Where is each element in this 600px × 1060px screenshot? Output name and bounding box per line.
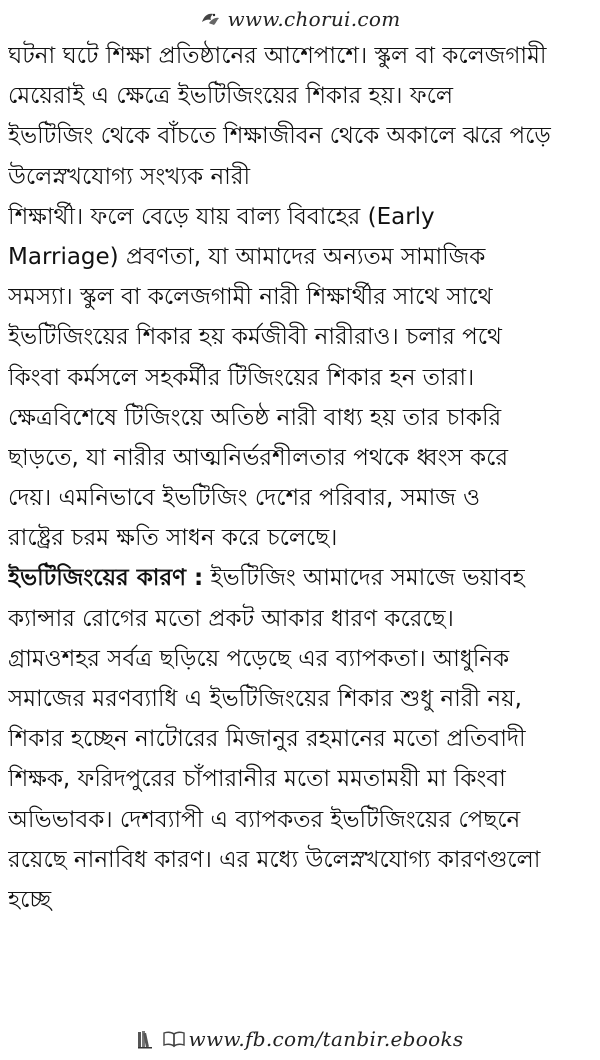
page-header: [0, 4, 600, 34]
text-line: দেয়। এমনিভাবে ইভটিজিং দেশের পরিবার, সমাজ ও: [8, 485, 481, 512]
text-line: সমাজের মরণব্যাধি এ ইভটিজিংয়ের শিকার শুধু নারী নয়,: [8, 686, 522, 712]
text-line: মেয়েরাই এ ক্ষেত্রে ইভটিজিংয়ের শিকার হয়। ফলে: [8, 83, 454, 110]
text-line: ক্ষেত্রবিশেষে টিজিংয়ে অতিষ্ঠ নারী বাধ্য হয় তার চাকরি: [8, 404, 502, 431]
text-line: ইভটিজিং থেকে বাঁচতে শিক্ষাজীবন থেকে অকালে ঝরে পড়ে: [8, 123, 551, 150]
books-icon: [137, 1029, 159, 1049]
facebook-url[interactable]: www.fb.com/tanbir.ebooks: [188, 1027, 464, 1051]
text-line: ইভটিজিংয়ের শিকার হয় কর্মজীবী নারীরাও। চলার পথে: [8, 324, 502, 351]
page-footer: [0, 1022, 600, 1056]
text-line: উলেস্নখযোগ্য সংখ্যক নারী: [8, 163, 251, 190]
section-heading: ইভটিজিংয়ের কারণ :: [8, 565, 204, 592]
heading-line: [8, 558, 592, 598]
text-line: রাষ্ট্রের চরম ক্ষতি সাধন করে চলেছে।: [8, 525, 338, 552]
text-line: অভিভাবক। দেশব্যাপী এ ব্যাপকতর ইভটিজিংয়ের পেছনে: [8, 806, 521, 833]
text-line: হচ্ছে: [8, 886, 52, 913]
text-line: শিক্ষক, ফরিদপুরের চাঁপারানীর মতো মমতাময়ী মা কিংবা: [8, 766, 506, 793]
text-line: ছাড়তে, যা নারীর আত্মনির্ভরশীলতার পথকে ধ্বংস করে: [8, 444, 508, 471]
text-line: গ্রামওশহর সর্বত্র ছড়িয়ে পড়েছে এর ব্যাপকতা। আধুনিক: [8, 645, 510, 672]
text-line: কিংবা কর্মসলে সহকর্মীর টিজিংয়ের শিকার হন তারা।: [8, 364, 475, 391]
text-line: শিকার হচ্ছেন নাটোরের মিজানুর রহমানের মতো প্রতিবাদী: [8, 726, 526, 753]
text-line: ক্যান্সার রোগের মতো প্রকট আকার ধারণ করেছে।: [8, 605, 454, 632]
bird-icon: [199, 8, 221, 30]
document-body: [8, 36, 592, 1004]
text-line: Marriage) প্রবণতা, যা আমাদের অন্যতম সামাজিক: [8, 243, 486, 270]
text-line: সমস্যা। স্কুল বা কলেজগামী নারী শিক্ষার্থীর সাথে সাথে: [8, 284, 493, 311]
text-line: শিক্ষার্থী। ফলে বেড়ে যায় বাল্য বিবাহের (Early: [8, 203, 435, 230]
open-book-icon: [163, 1029, 185, 1049]
site-url[interactable]: www.chorui.com: [227, 7, 401, 31]
text-line: রয়েছে নানাবিধ কারণ। এর মধ্যে উলেস্নখযোগ্য কারণগুলো: [8, 846, 541, 873]
heading-continuation: ইভটিজিং আমাদের সমাজে ভয়াবহ: [203, 565, 525, 592]
text-line: ঘটনা ঘটে শিক্ষা প্রতিষ্ঠানের আশেপাশে। স্কুল বা কলেজগামী: [8, 43, 547, 69]
